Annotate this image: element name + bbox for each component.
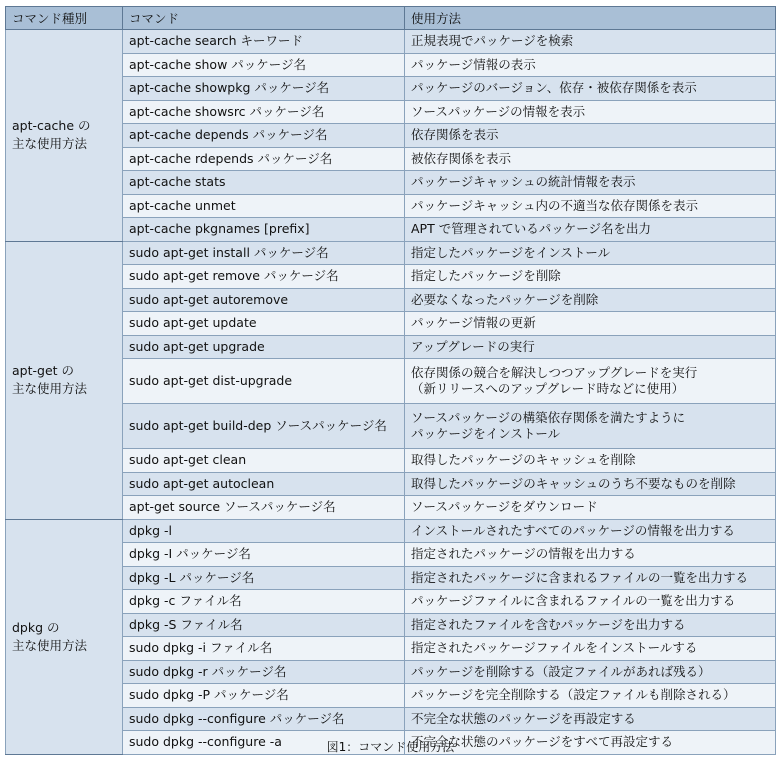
usage-cell: パッケージを完全削除する（設定ファイルも削除される） (405, 684, 776, 708)
usage-cell: ソースパッケージの構築依存関係を満たすように パッケージをインストール (405, 404, 776, 449)
command-cell: apt-cache showpkg パッケージ名 (123, 77, 405, 101)
usage-cell: 不完全な状態のパッケージをすべて再設定する (405, 731, 776, 755)
command-cell: sudo apt-get clean (123, 449, 405, 473)
command-cell: dpkg -I パッケージ名 (123, 543, 405, 567)
command-cell: sudo apt-get autoremove (123, 288, 405, 312)
command-cell: sudo apt-get dist-upgrade (123, 359, 405, 404)
usage-cell: パッケージキャッシュの統計情報を表示 (405, 171, 776, 195)
usage-cell: 被依存関係を表示 (405, 147, 776, 171)
usage-cell: 指定したパッケージをインストール (405, 241, 776, 265)
command-cell: sudo apt-get update (123, 312, 405, 336)
command-cell: sudo apt-get build-dep ソースパッケージ名 (123, 404, 405, 449)
command-cell: sudo dpkg -i ファイル名 (123, 637, 405, 661)
usage-cell: パッケージキャッシュ内の不適当な依存関係を表示 (405, 194, 776, 218)
header-row (6, 7, 776, 30)
usage-cell: 不完全な状態のパッケージを再設定する (405, 707, 776, 731)
usage-cell: 指定したパッケージを削除 (405, 265, 776, 289)
usage-cell: アップグレードの実行 (405, 335, 776, 359)
usage-cell: パッケージを削除する（設定ファイルがあれば残る） (405, 660, 776, 684)
header-command: コマンド (123, 7, 405, 30)
usage-cell: 取得したパッケージのキャッシュを削除 (405, 449, 776, 473)
command-cell: dpkg -L パッケージ名 (123, 566, 405, 590)
command-cell: dpkg -l (123, 519, 405, 543)
table-row (6, 241, 776, 265)
usage-cell: パッケージファイルに含まれるファイルの一覧を出力する (405, 590, 776, 614)
command-cell: sudo dpkg -P パッケージ名 (123, 684, 405, 708)
usage-cell: パッケージのバージョン、依存・被依存関係を表示 (405, 77, 776, 101)
command-cell: apt-cache search キーワード (123, 30, 405, 54)
usage-cell: パッケージ情報の更新 (405, 312, 776, 336)
command-table (5, 6, 776, 755)
usage-cell: インストールされたすべてのパッケージの情報を出力する (405, 519, 776, 543)
command-cell: apt-cache stats (123, 171, 405, 195)
command-cell: sudo dpkg -r パッケージ名 (123, 660, 405, 684)
category-cell: apt-get の 主な使用方法 (6, 241, 123, 519)
header-usage: 使用方法 (405, 7, 776, 30)
command-cell: apt-get source ソースパッケージ名 (123, 496, 405, 520)
usage-cell: ソースパッケージの情報を表示 (405, 100, 776, 124)
command-cell: dpkg -S ファイル名 (123, 613, 405, 637)
category-cell: dpkg の 主な使用方法 (6, 519, 123, 754)
command-cell: sudo apt-get remove パッケージ名 (123, 265, 405, 289)
command-cell: apt-cache depends パッケージ名 (123, 124, 405, 148)
table-body (6, 30, 776, 755)
command-cell: apt-cache unmet (123, 194, 405, 218)
figure-caption: 図1：コマンド使用方法 (326, 740, 455, 754)
command-cell: apt-cache show パッケージ名 (123, 53, 405, 77)
table-row (6, 519, 776, 543)
usage-cell: APT で管理されているパッケージ名を出力 (405, 218, 776, 242)
category-cell: apt-cache の 主な使用方法 (6, 30, 123, 242)
usage-cell: 指定されたファイルを含むパッケージを出力する (405, 613, 776, 637)
usage-cell: 正規表現でパッケージを検索 (405, 30, 776, 54)
usage-cell: 依存関係の競合を解決しつつアップグレードを実行 （新リリースへのアップグレード時などに使用） (405, 359, 776, 404)
command-cell: apt-cache pkgnames [prefix] (123, 218, 405, 242)
usage-cell: ソースパッケージをダウンロード (405, 496, 776, 520)
command-cell: sudo dpkg --configure -a (123, 731, 405, 755)
usage-cell: 指定されたパッケージの情報を出力する (405, 543, 776, 567)
usage-cell: 取得したパッケージのキャッシュのうち不要なものを削除 (405, 472, 776, 496)
usage-cell: 指定されたパッケージファイルをインストールする (405, 637, 776, 661)
usage-cell: 依存関係を表示 (405, 124, 776, 148)
table-row (6, 30, 776, 54)
command-cell: sudo apt-get install パッケージ名 (123, 241, 405, 265)
usage-cell: パッケージ情報の表示 (405, 53, 776, 77)
command-cell: apt-cache showsrc パッケージ名 (123, 100, 405, 124)
usage-cell: 必要なくなったパッケージを削除 (405, 288, 776, 312)
usage-cell: 指定されたパッケージに含まれるファイルの一覧を出力する (405, 566, 776, 590)
command-cell: sudo apt-get autoclean (123, 472, 405, 496)
command-cell: dpkg -c ファイル名 (123, 590, 405, 614)
command-cell: apt-cache rdepends パッケージ名 (123, 147, 405, 171)
header-category: コマンド種別 (6, 7, 123, 30)
command-cell: sudo apt-get upgrade (123, 335, 405, 359)
command-cell: sudo dpkg --configure パッケージ名 (123, 707, 405, 731)
